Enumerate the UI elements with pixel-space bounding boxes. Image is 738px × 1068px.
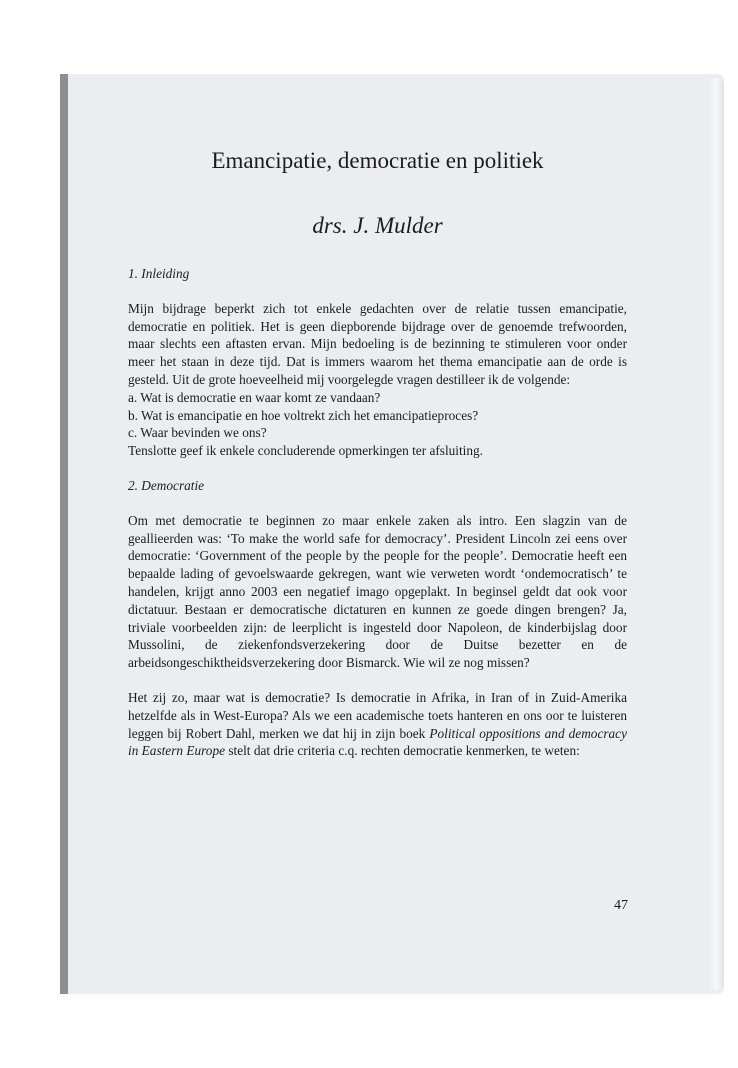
intro-paragraph: Mijn bijdrage beperkt zich tot enkele gedachten over de relatie tussen emancipatie, democratie en politiek. Het is geen diepborende bijdrage over de genoemde trefwoorden, maar slechts een aftasten ervan. Mijn bedoeling is de bezinning te stimuleren voor onder meer het staan in deze tijd. Dat is immers waarom het thema emancipatie aan de orde is gesteld. Uit de grote hoeveelheid mij voorgelegde vragen destilleer ik de volgende:	[128, 300, 627, 387]
list-item: a. Wat is democratie en waar komt ze vandaan?	[128, 389, 381, 405]
list-item: c. Waar bevinden we ons?	[128, 425, 267, 441]
page-number: 47	[614, 898, 628, 913]
democratie-paragraph-2	[128, 689, 627, 760]
book-spine	[60, 74, 68, 994]
author-name: drs. J. Mulder	[312, 213, 443, 238]
book-title: Political oppositions and democracy in Eastern Europe	[128, 725, 627, 759]
chapter-title: Emancipatie, democratie en politiek	[211, 148, 544, 173]
paragraph-text-end: stelt dat drie criteria c.q. rechten democratie kenmerken, te weten:	[225, 743, 580, 759]
question-list	[128, 389, 627, 442]
paragraph-text-start: Het zij zo, maar wat is democratie? Is democratie in Afrika, in Iran of in Zuid-Amerika hetzelfde als in West-Europa? Als we een academische toets hanteren en ons oor te luisteren leggen bij Robert Dahl, merken we dat hij in zijn boek	[128, 689, 627, 741]
page-content	[128, 140, 627, 760]
section-heading-inleiding: 1. Inleiding	[128, 266, 190, 281]
section-heading-democratie: 2. Democratie	[128, 477, 205, 493]
democratie-paragraph-1: Om met democratie te beginnen zo maar enkele zaken als intro. Een slagzin van de geallieerden was: ‘To make the world safe for democracy’. President Lincoln zei eens over democratie: ‘Government of the people by the people for the people’. Democratie heeft een bepaalde lading of gevoelswaarde gekregen, want wie verweten wordt ‘ondemocratisch’ te handelen, krijgt anno 2003 een negatief imago opgeplakt. In beginsel geldt dat ook voor dictatuur. Bestaan er democratische dictaturen en kunnen ze goede dingen brengen? Ja, triviale voorbeelden zijn: de leerplicht is ingesteld door Napoleon, de kinderbijslag door Mussolini, de ziekenfondsverzekering door de Duitse bezetter en de arbeidsongeschiktheidsverzekering door Bismarck. Wie wil ze nog missen?	[128, 512, 627, 671]
page-edge	[706, 78, 724, 990]
list-item: b. Wat is emancipatie en hoe voltrekt zich het emancipatieproces?	[128, 407, 479, 423]
closing-sentence: Tenslotte geef ik enkele concluderende opmerkingen ter afsluiting.	[128, 443, 483, 459]
